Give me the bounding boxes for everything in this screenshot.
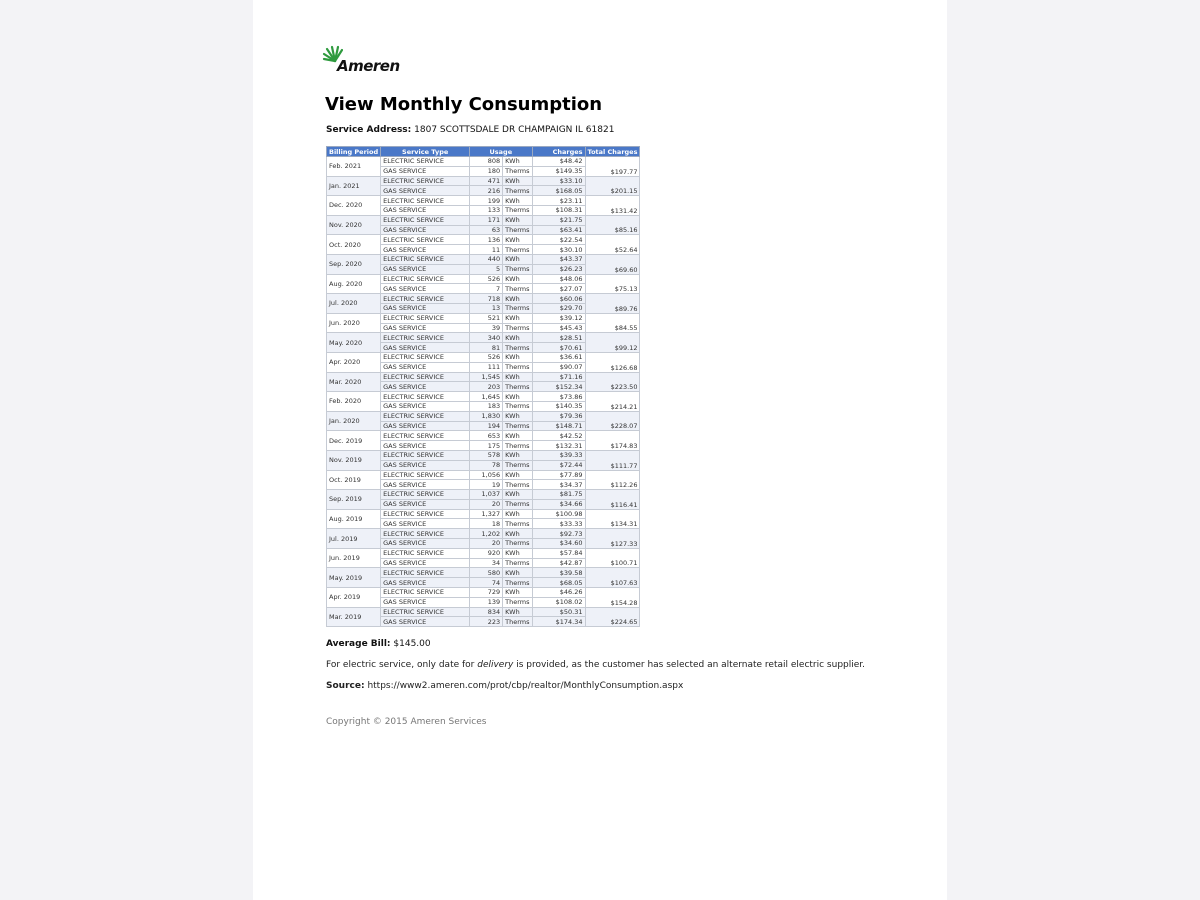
service-type-cell: GAS SERVICE xyxy=(381,499,470,509)
usage-unit-cell: KWh xyxy=(503,431,532,441)
billing-period-cell: May. 2019 xyxy=(327,568,381,588)
charges-cell: $77.89 xyxy=(532,470,585,480)
charges-cell: $132.31 xyxy=(532,441,585,451)
usage-amount-cell: 653 xyxy=(470,431,503,441)
charges-cell: $26.23 xyxy=(532,264,585,274)
service-address xyxy=(326,125,614,135)
document-page xyxy=(253,0,947,900)
usage-amount-cell: 808 xyxy=(470,157,503,167)
usage-amount-cell: 175 xyxy=(470,441,503,451)
usage-unit-cell: Therms xyxy=(503,539,532,549)
charges-cell: $108.02 xyxy=(532,597,585,607)
billing-period-cell: Aug. 2020 xyxy=(327,274,381,294)
usage-amount-cell: 223 xyxy=(470,617,503,627)
usage-unit-cell: Therms xyxy=(503,519,532,529)
charges-cell: $140.35 xyxy=(532,401,585,411)
usage-amount-cell: 718 xyxy=(470,294,503,304)
total-charges-cell: $224.65 xyxy=(585,607,640,627)
service-type-cell: GAS SERVICE xyxy=(381,323,470,333)
total-charges-cell: $69.60 xyxy=(585,254,640,274)
service-type-cell: ELECTRIC SERVICE xyxy=(381,568,470,578)
charges-cell: $45.43 xyxy=(532,323,585,333)
charges-cell: $71.16 xyxy=(532,372,585,382)
table-row xyxy=(327,274,640,284)
billing-period-cell: Sep. 2020 xyxy=(327,254,381,274)
charges-cell: $92.73 xyxy=(532,529,585,539)
service-type-cell: ELECTRIC SERVICE xyxy=(381,529,470,539)
charges-cell: $34.37 xyxy=(532,480,585,490)
billing-period-cell: Mar. 2019 xyxy=(327,607,381,627)
total-charges-cell: $154.28 xyxy=(585,588,640,608)
service-type-cell: ELECTRIC SERVICE xyxy=(381,372,470,382)
usage-unit-cell: Therms xyxy=(503,245,532,255)
usage-unit-cell: Therms xyxy=(503,382,532,392)
charges-cell: $168.05 xyxy=(532,186,585,196)
charges-cell: $28.51 xyxy=(532,333,585,343)
table-row xyxy=(327,372,640,382)
billing-period-cell: Jan. 2021 xyxy=(327,176,381,196)
billing-period-cell: Feb. 2021 xyxy=(327,157,381,177)
usage-unit-cell: KWh xyxy=(503,568,532,578)
ameren-logo xyxy=(321,45,401,75)
usage-amount-cell: 39 xyxy=(470,323,503,333)
average-bill-label: Average Bill: xyxy=(326,639,391,649)
service-type-cell: ELECTRIC SERVICE xyxy=(381,588,470,598)
usage-unit-cell: KWh xyxy=(503,450,532,460)
charges-cell: $63.41 xyxy=(532,225,585,235)
usage-unit-cell: KWh xyxy=(503,157,532,167)
total-charges-cell: $228.07 xyxy=(585,411,640,431)
usage-amount-cell: 133 xyxy=(470,205,503,215)
table-row xyxy=(327,588,640,598)
service-type-cell: ELECTRIC SERVICE xyxy=(381,196,470,206)
usage-amount-cell: 1,327 xyxy=(470,509,503,519)
charges-cell: $48.06 xyxy=(532,274,585,284)
header-billing-period: Billing Period xyxy=(327,147,381,157)
billing-period-cell: Oct. 2020 xyxy=(327,235,381,255)
usage-unit-cell: KWh xyxy=(503,333,532,343)
usage-amount-cell: 203 xyxy=(470,382,503,392)
service-type-cell: ELECTRIC SERVICE xyxy=(381,411,470,421)
charges-cell: $39.12 xyxy=(532,313,585,323)
billing-period-cell: Jun. 2020 xyxy=(327,313,381,333)
table-row xyxy=(327,529,640,539)
service-type-cell: GAS SERVICE xyxy=(381,343,470,353)
service-type-cell: ELECTRIC SERVICE xyxy=(381,607,470,617)
service-type-cell: ELECTRIC SERVICE xyxy=(381,450,470,460)
charges-cell: $108.31 xyxy=(532,205,585,215)
charges-cell: $57.84 xyxy=(532,548,585,558)
usage-amount-cell: 13 xyxy=(470,303,503,313)
total-charges-cell: $214.21 xyxy=(585,392,640,412)
usage-unit-cell: KWh xyxy=(503,196,532,206)
usage-amount-cell: 526 xyxy=(470,352,503,362)
table-row xyxy=(327,411,640,421)
charges-cell: $43.37 xyxy=(532,254,585,264)
table-row xyxy=(327,352,640,362)
average-bill xyxy=(326,639,431,649)
charges-cell: $149.35 xyxy=(532,166,585,176)
service-type-cell: ELECTRIC SERVICE xyxy=(381,176,470,186)
table-row xyxy=(327,450,640,460)
service-type-cell: GAS SERVICE xyxy=(381,539,470,549)
usage-amount-cell: 5 xyxy=(470,264,503,274)
usage-amount-cell: 194 xyxy=(470,421,503,431)
usage-amount-cell: 139 xyxy=(470,597,503,607)
charges-cell: $70.61 xyxy=(532,343,585,353)
usage-unit-cell: KWh xyxy=(503,254,532,264)
header-usage: Usage xyxy=(470,147,532,157)
usage-amount-cell: 20 xyxy=(470,539,503,549)
electric-service-note xyxy=(326,660,865,670)
charges-cell: $174.34 xyxy=(532,617,585,627)
note-emphasis: delivery xyxy=(477,660,514,670)
service-type-cell: GAS SERVICE xyxy=(381,362,470,372)
charges-cell: $73.86 xyxy=(532,392,585,402)
usage-unit-cell: Therms xyxy=(503,343,532,353)
service-type-cell: GAS SERVICE xyxy=(381,597,470,607)
charges-cell: $81.75 xyxy=(532,490,585,500)
usage-amount-cell: 1,037 xyxy=(470,490,503,500)
table-row xyxy=(327,176,640,186)
charges-cell: $27.07 xyxy=(532,284,585,294)
usage-unit-cell: Therms xyxy=(503,480,532,490)
charges-cell: $152.34 xyxy=(532,382,585,392)
total-charges-cell: $99.12 xyxy=(585,333,640,353)
total-charges-cell: $223.50 xyxy=(585,372,640,392)
total-charges-cell: $112.26 xyxy=(585,470,640,490)
billing-period-cell: Jun. 2019 xyxy=(327,548,381,568)
average-bill-value: $145.00 xyxy=(393,639,431,649)
charges-cell: $33.33 xyxy=(532,519,585,529)
usage-unit-cell: Therms xyxy=(503,264,532,274)
usage-amount-cell: 216 xyxy=(470,186,503,196)
usage-amount-cell: 11 xyxy=(470,245,503,255)
usage-amount-cell: 834 xyxy=(470,607,503,617)
total-charges-cell: $84.55 xyxy=(585,313,640,333)
table-row xyxy=(327,313,640,323)
usage-amount-cell: 18 xyxy=(470,519,503,529)
service-address-value: 1807 SCOTTSDALE DR CHAMPAIGN IL 61821 xyxy=(414,125,615,135)
usage-amount-cell: 521 xyxy=(470,313,503,323)
charges-cell: $29.70 xyxy=(532,303,585,313)
usage-amount-cell: 34 xyxy=(470,558,503,568)
charges-cell: $48.42 xyxy=(532,157,585,167)
billing-period-cell: Apr. 2019 xyxy=(327,588,381,608)
total-charges-cell: $107.63 xyxy=(585,568,640,588)
table-row xyxy=(327,568,640,578)
billing-period-cell: Dec. 2020 xyxy=(327,196,381,216)
service-type-cell: GAS SERVICE xyxy=(381,480,470,490)
table-row xyxy=(327,235,640,245)
total-charges-cell: $174.83 xyxy=(585,431,640,451)
table-row xyxy=(327,215,640,225)
service-type-cell: GAS SERVICE xyxy=(381,558,470,568)
usage-amount-cell: 63 xyxy=(470,225,503,235)
service-type-cell: ELECTRIC SERVICE xyxy=(381,215,470,225)
usage-unit-cell: KWh xyxy=(503,548,532,558)
service-type-cell: ELECTRIC SERVICE xyxy=(381,333,470,343)
table-row xyxy=(327,157,640,167)
service-type-cell: ELECTRIC SERVICE xyxy=(381,352,470,362)
usage-unit-cell: KWh xyxy=(503,313,532,323)
charges-cell: $60.06 xyxy=(532,294,585,304)
usage-unit-cell: KWh xyxy=(503,607,532,617)
copyright: Copyright © 2015 Ameren Services xyxy=(326,717,487,727)
usage-unit-cell: KWh xyxy=(503,274,532,284)
service-type-cell: ELECTRIC SERVICE xyxy=(381,490,470,500)
charges-cell: $34.60 xyxy=(532,539,585,549)
charges-cell: $39.58 xyxy=(532,568,585,578)
total-charges-cell: $127.33 xyxy=(585,529,640,549)
usage-amount-cell: 1,545 xyxy=(470,372,503,382)
charges-cell: $21.75 xyxy=(532,215,585,225)
usage-unit-cell: Therms xyxy=(503,323,532,333)
charges-cell: $68.05 xyxy=(532,578,585,588)
usage-unit-cell: KWh xyxy=(503,529,532,539)
usage-unit-cell: KWh xyxy=(503,235,532,245)
source-line xyxy=(326,681,683,691)
billing-period-cell: Nov. 2019 xyxy=(327,450,381,470)
service-type-cell: GAS SERVICE xyxy=(381,382,470,392)
usage-unit-cell: KWh xyxy=(503,294,532,304)
table-row xyxy=(327,333,640,343)
charges-cell: $33.10 xyxy=(532,176,585,186)
usage-amount-cell: 1,202 xyxy=(470,529,503,539)
usage-unit-cell: Therms xyxy=(503,225,532,235)
header-service-type: Service Type xyxy=(381,147,470,157)
charges-cell: $36.61 xyxy=(532,352,585,362)
usage-amount-cell: 136 xyxy=(470,235,503,245)
total-charges-cell: $134.31 xyxy=(585,509,640,529)
service-address-label: Service Address: xyxy=(326,125,412,135)
billing-period-cell: Jul. 2020 xyxy=(327,294,381,314)
usage-amount-cell: 111 xyxy=(470,362,503,372)
usage-unit-cell: KWh xyxy=(503,352,532,362)
charges-cell: $46.26 xyxy=(532,588,585,598)
usage-amount-cell: 340 xyxy=(470,333,503,343)
charges-cell: $79.36 xyxy=(532,411,585,421)
usage-unit-cell: Therms xyxy=(503,166,532,176)
consumption-table xyxy=(326,146,640,627)
table-row xyxy=(327,470,640,480)
charges-cell: $72.44 xyxy=(532,460,585,470)
service-type-cell: GAS SERVICE xyxy=(381,225,470,235)
table-row xyxy=(327,392,640,402)
usage-amount-cell: 580 xyxy=(470,568,503,578)
usage-amount-cell: 1,830 xyxy=(470,411,503,421)
total-charges-cell: $111.77 xyxy=(585,450,640,470)
usage-unit-cell: KWh xyxy=(503,411,532,421)
service-type-cell: GAS SERVICE xyxy=(381,303,470,313)
usage-unit-cell: Therms xyxy=(503,205,532,215)
table-row xyxy=(327,548,640,558)
service-type-cell: GAS SERVICE xyxy=(381,205,470,215)
service-type-cell: GAS SERVICE xyxy=(381,245,470,255)
page-title: View Monthly Consumption xyxy=(325,94,603,115)
total-charges-cell: $89.76 xyxy=(585,294,640,314)
usage-unit-cell: Therms xyxy=(503,186,532,196)
usage-amount-cell: 729 xyxy=(470,588,503,598)
service-type-cell: GAS SERVICE xyxy=(381,166,470,176)
total-charges-cell: $75.13 xyxy=(585,274,640,294)
billing-period-cell: Dec. 2019 xyxy=(327,431,381,451)
billing-period-cell: Oct. 2019 xyxy=(327,470,381,490)
usage-amount-cell: 180 xyxy=(470,166,503,176)
table-row xyxy=(327,607,640,617)
service-type-cell: GAS SERVICE xyxy=(381,264,470,274)
table-row xyxy=(327,254,640,264)
total-charges-cell: $126.68 xyxy=(585,352,640,372)
charges-cell: $22.54 xyxy=(532,235,585,245)
charges-cell: $30.10 xyxy=(532,245,585,255)
service-type-cell: ELECTRIC SERVICE xyxy=(381,235,470,245)
service-type-cell: GAS SERVICE xyxy=(381,421,470,431)
usage-amount-cell: 81 xyxy=(470,343,503,353)
billing-period-cell: Feb. 2020 xyxy=(327,392,381,412)
service-type-cell: GAS SERVICE xyxy=(381,460,470,470)
usage-amount-cell: 183 xyxy=(470,401,503,411)
table-row xyxy=(327,294,640,304)
charges-cell: $148.71 xyxy=(532,421,585,431)
service-type-cell: ELECTRIC SERVICE xyxy=(381,313,470,323)
usage-amount-cell: 7 xyxy=(470,284,503,294)
usage-unit-cell: Therms xyxy=(503,421,532,431)
billing-period-cell: Mar. 2020 xyxy=(327,372,381,392)
service-type-cell: GAS SERVICE xyxy=(381,519,470,529)
usage-amount-cell: 74 xyxy=(470,578,503,588)
charges-cell: $50.31 xyxy=(532,607,585,617)
usage-unit-cell: Therms xyxy=(503,362,532,372)
source-url[interactable]: https://www2.ameren.com/prot/cbp/realtor/MonthlyConsumption.aspx xyxy=(367,681,684,691)
charges-cell: $34.66 xyxy=(532,499,585,509)
usage-amount-cell: 578 xyxy=(470,450,503,460)
usage-amount-cell: 78 xyxy=(470,460,503,470)
usage-amount-cell: 1,645 xyxy=(470,392,503,402)
usage-unit-cell: Therms xyxy=(503,578,532,588)
usage-unit-cell: Therms xyxy=(503,558,532,568)
service-type-cell: ELECTRIC SERVICE xyxy=(381,509,470,519)
billing-period-cell: Aug. 2019 xyxy=(327,509,381,529)
table-row xyxy=(327,196,640,206)
service-type-cell: ELECTRIC SERVICE xyxy=(381,254,470,264)
table-row xyxy=(327,490,640,500)
usage-unit-cell: KWh xyxy=(503,372,532,382)
table-row xyxy=(327,431,640,441)
usage-unit-cell: KWh xyxy=(503,176,532,186)
usage-unit-cell: Therms xyxy=(503,597,532,607)
service-type-cell: ELECTRIC SERVICE xyxy=(381,274,470,284)
charges-cell: $42.52 xyxy=(532,431,585,441)
service-type-cell: ELECTRIC SERVICE xyxy=(381,294,470,304)
usage-amount-cell: 920 xyxy=(470,548,503,558)
service-type-cell: GAS SERVICE xyxy=(381,617,470,627)
billing-period-cell: Apr. 2020 xyxy=(327,352,381,372)
service-type-cell: ELECTRIC SERVICE xyxy=(381,548,470,558)
total-charges-cell: $201.15 xyxy=(585,176,640,196)
charges-cell: $39.33 xyxy=(532,450,585,460)
charges-cell: $42.87 xyxy=(532,558,585,568)
table-row xyxy=(327,509,640,519)
billing-period-cell: Nov. 2020 xyxy=(327,215,381,235)
service-type-cell: ELECTRIC SERVICE xyxy=(381,157,470,167)
billing-period-cell: Jan. 2020 xyxy=(327,411,381,431)
usage-unit-cell: Therms xyxy=(503,401,532,411)
usage-unit-cell: KWh xyxy=(503,215,532,225)
total-charges-cell: $85.16 xyxy=(585,215,640,235)
charges-cell: $23.11 xyxy=(532,196,585,206)
service-type-cell: ELECTRIC SERVICE xyxy=(381,392,470,402)
usage-unit-cell: Therms xyxy=(503,460,532,470)
usage-amount-cell: 20 xyxy=(470,499,503,509)
usage-amount-cell: 171 xyxy=(470,215,503,225)
total-charges-cell: $197.77 xyxy=(585,157,640,177)
service-type-cell: ELECTRIC SERVICE xyxy=(381,470,470,480)
total-charges-cell: $116.41 xyxy=(585,490,640,510)
source-label: Source: xyxy=(326,681,365,691)
service-type-cell: GAS SERVICE xyxy=(381,284,470,294)
header-charges: Charges xyxy=(532,147,585,157)
billing-period-cell: May. 2020 xyxy=(327,333,381,353)
usage-unit-cell: Therms xyxy=(503,499,532,509)
usage-unit-cell: Therms xyxy=(503,284,532,294)
usage-unit-cell: KWh xyxy=(503,588,532,598)
header-total-charges: Total Charges xyxy=(585,147,640,157)
usage-amount-cell: 19 xyxy=(470,480,503,490)
usage-unit-cell: Therms xyxy=(503,303,532,313)
service-type-cell: GAS SERVICE xyxy=(381,441,470,451)
service-type-cell: ELECTRIC SERVICE xyxy=(381,431,470,441)
charges-cell: $90.07 xyxy=(532,362,585,372)
note-text: For electric service, only date for xyxy=(326,660,478,670)
usage-unit-cell: KWh xyxy=(503,470,532,480)
usage-amount-cell: 1,056 xyxy=(470,470,503,480)
billing-period-cell: Jul. 2019 xyxy=(327,529,381,549)
usage-unit-cell: Therms xyxy=(503,617,532,627)
usage-unit-cell: KWh xyxy=(503,490,532,500)
service-type-cell: GAS SERVICE xyxy=(381,578,470,588)
total-charges-cell: $52.64 xyxy=(585,235,640,255)
note-text-end: is provided, as the customer has selected an alternate retail electric supplier. xyxy=(513,660,866,670)
service-type-cell: GAS SERVICE xyxy=(381,401,470,411)
table-header-row xyxy=(327,147,640,157)
usage-unit-cell: Therms xyxy=(503,441,532,451)
total-charges-cell: $100.71 xyxy=(585,548,640,568)
logo-text: Ameren xyxy=(337,57,400,75)
usage-amount-cell: 526 xyxy=(470,274,503,284)
usage-amount-cell: 199 xyxy=(470,196,503,206)
usage-unit-cell: KWh xyxy=(503,392,532,402)
usage-unit-cell: KWh xyxy=(503,509,532,519)
billing-period-cell: Sep. 2019 xyxy=(327,490,381,510)
charges-cell: $100.98 xyxy=(532,509,585,519)
service-type-cell: GAS SERVICE xyxy=(381,186,470,196)
total-charges-cell: $131.42 xyxy=(585,196,640,216)
usage-amount-cell: 440 xyxy=(470,254,503,264)
usage-amount-cell: 471 xyxy=(470,176,503,186)
